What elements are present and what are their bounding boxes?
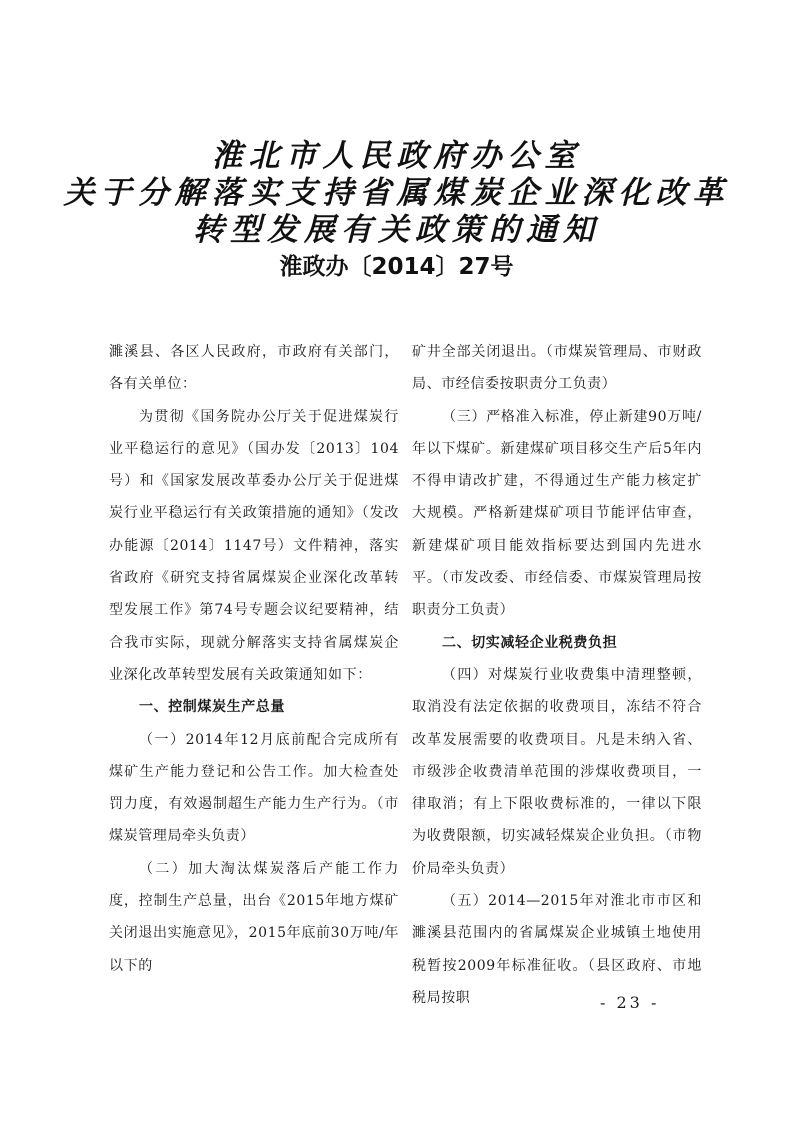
section-heading-1: 一、控制煤炭生产总量: [139, 699, 285, 716]
paragraph-item-2-continued: 矿井全部关闭退出。（市煤炭管理局、市财政局、市经信委按职责分工负责）: [412, 344, 702, 393]
paragraph-item-2: （二）加大淘汰煤炭落后产能工作力度，控制生产总量，出台《2015年地方煤矿关闭退出实施意见》，2015年底前30万吨/年以下的: [109, 860, 399, 974]
paragraph-item-5: （五）2014—2015年对淮北市市区和濉溪县范围内的省属煤炭企业城镇土地使用税暂按2009年标准征收。（县区政府、市地税局按职: [412, 893, 702, 1006]
salutation: 濉溪县、各区人民政府，市政府有关部门，各有关单位：: [109, 344, 399, 393]
document-title-line-1: 淮北市人民政府办公室: [211, 138, 582, 174]
document-number: 淮政办〔2014〕27号: [279, 254, 514, 280]
page-number: - 23 -: [600, 993, 660, 1012]
document-title-line-3: 转型发展有关政策的通知: [193, 212, 600, 248]
section-heading-2: 二、切实减轻企业税费负担: [442, 634, 618, 651]
paragraph-item-4: （四）对煤炭行业收费集中清理整顿，取消没有法定依据的收费项目，冻结不符合改革发展需要的收费项目。凡是未纳入省、市级涉企收费清单范围的涉煤收费项目，一律取消；有上下限收费标准的，一律以下限为收费限额，切实减轻煤炭企业负担。（市物价局牵头负责）: [412, 666, 702, 877]
paragraph-item-3: （三）严格准入标准，停止新建90万吨/年以下煤矿。新建煤矿项目移交生产后5年内不得申请改扩建，不得通过生产能力核定扩大规模。严格新建煤矿项目节能评估审查，新建煤矿项目能效指标要达到国内先进水平。（市发改委、市经信委、市煤炭管理局按职责分工负责）: [412, 408, 702, 619]
paragraph-intro: 为贯彻《国务院办公厅关于促进煤炭行业平稳运行的意见》（国办发〔2013〕104号）和《国家发展改革委办公厅关于促进煤炭行业平稳运行有关政策措施的通知》（发改办能源〔2014〕1147号）文件精神，落实省政府《研究支持省属煤炭企业深化改革转型发展工作》第74号专题会议纪要精神，结合我市实际，现就分解落实支持省属煤炭企业深化改革转型发展有关政策通知如下：: [109, 408, 399, 683]
paragraph-item-1: （一）2014年12月底前配合完成所有煤矿生产能力登记和公告工作。加大检查处罚力度，有效遏制超生产能力生产行为。（市煤炭管理局牵头负责）: [109, 731, 399, 845]
document-title-line-2: 关于分解落实支持省属煤炭企业深化改革: [63, 175, 730, 211]
body-column-right: [412, 336, 702, 1014]
body-column-left: [109, 336, 399, 982]
